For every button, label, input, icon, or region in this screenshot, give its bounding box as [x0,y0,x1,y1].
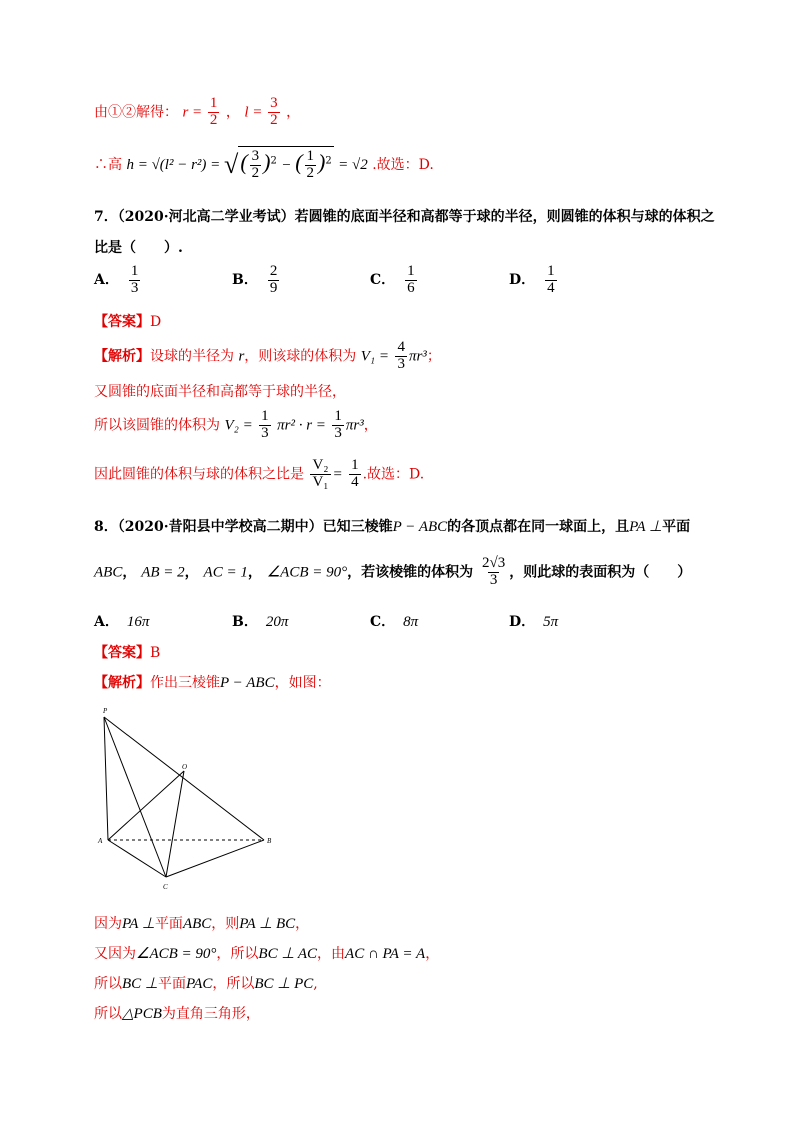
math-var: l [244,104,249,121]
text: .故选：D. [372,156,434,173]
q8-answer: 【答案】B [94,645,161,661]
fraction: $\frac{1}{2}$ [209,95,218,128]
q7-header: 7．（2020·河北高二学业考试）若圆锥的底面半径和高都等于球的半径，则圆锥的体积与球的体积之 [94,209,715,225]
q7-option-a: A． $\frac{1}{3}$ [94,263,139,296]
q7-analysis-1: 【解析】设球的半径为 r，则该球的体积为 V₁ = $\frac{4}{3}$ πr³； [94,339,441,372]
q7-analysis-2: 又圆锥的底面半径和高都等于球的半径， [94,384,346,400]
pyramid-figure [94,705,284,895]
edge-pa [104,717,108,840]
q7-option-d: D． $\frac{1}{4}$ [509,263,555,296]
q8-option-b: B． 20π [232,614,289,630]
fraction: $\frac{3}{2}$ [270,95,278,128]
label-c: C [163,883,168,891]
q7-option-c: C． $\frac{1}{6}$ [370,263,415,296]
label-p: P [103,707,108,715]
q8-analysis-1: 【解析】作出三棱锥P − ABC，如图： [94,675,331,691]
q8-option-d: D． 5π [509,614,559,630]
q7-analysis-3: 所以该圆锥的体积为 V₂ = $\frac{1}{3}$ πr² · r = $\frac{1}{3}$ πr³， [94,408,378,441]
q8-step-2: 又因为∠ACB = 90°，所以BC ⊥ AC，由AC ∩ PA = A， [94,946,440,962]
solution-line-2: ∴高 h = √(l² − r²) = √( $\frac{3}{2}$ )$^2$ − ( $\frac{1}{2}$ )$^2$ = √2 .故选：D. [94,146,434,184]
edge-ac [108,840,166,877]
solution-line-1: 由①②解得： r = $\frac{1}{2}$ ， l = $\frac{3}{2}$ ， [94,95,301,128]
edge-ao [108,771,184,840]
formula: h = √(l² − r²) = [126,156,225,173]
q7-option-b: B． $\frac{2}{9}$ [232,263,278,296]
label-o: O [182,763,188,771]
q8-step-4: 所以△PCB为直角三角形， [94,1006,260,1022]
edge-cb [166,840,264,877]
q8-header-2: ABC， AB = 2， AC = 1， ∠ACB = 90°，若该棱锥的体积为 $\frac{2√3}{3}$ ，则此球的表面积为（ ） [94,555,692,588]
q8-option-c: C． 8π [370,614,419,630]
math-var: r [182,104,189,121]
label-a: A [98,837,103,845]
edge-oc [166,771,184,877]
q7-answer: 【答案】D [94,314,162,330]
text: ∴高 [94,156,122,173]
q8-step-3: 所以BC ⊥平面PAC，所以BC ⊥ PC, [94,976,318,992]
formula-end: = √2 [338,156,368,173]
q8-option-a: A． 16π [94,614,150,630]
q8-header: 8．（2020·昔阳县中学校高二期中）已知三棱锥P − ABC的各顶点都在同一球面上，且PA ⊥平面 [94,519,691,535]
q8-step-1: 因为PA ⊥平面ABC，则PA ⊥ BC， [94,916,310,932]
q7-analysis-4: 因此圆锥的体积与球的体积之比是 $\frac{\text{V₂}}{\text{V₁}}$ = $\frac{1}{4}$ .故选：D. [94,457,425,490]
q7-header-2: 比是（ ）. [94,240,183,256]
label-b: B [267,837,272,845]
text: 由①②解得： [94,104,178,121]
